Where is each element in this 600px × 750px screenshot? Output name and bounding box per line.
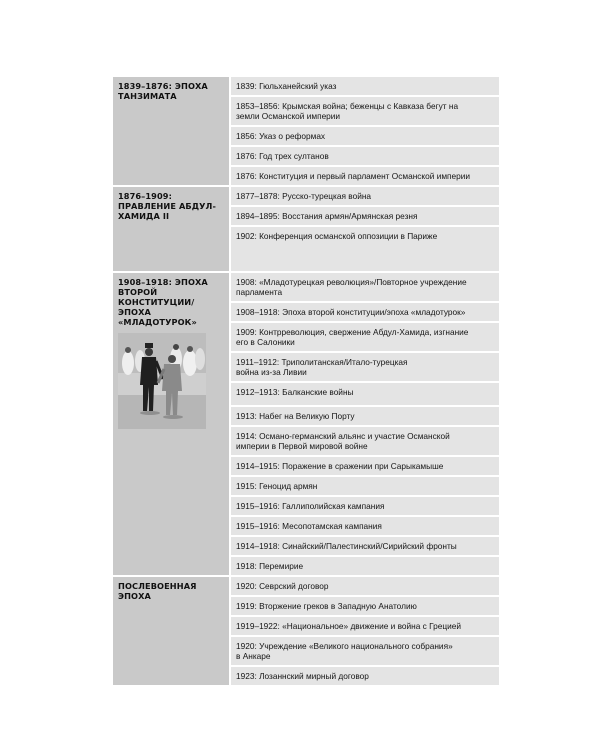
event-row: 1915: Геноцид армян: [231, 477, 499, 495]
era-events: [231, 77, 499, 185]
event-row: 1908: «Младотурецкая революция»/Повторное учреждение парламента: [231, 273, 499, 301]
era-events: [231, 187, 499, 271]
event-row: 1913: Набег на Великую Порту: [231, 407, 499, 425]
event-row: 1919–1922: «Национальное» движение и война с Грецией: [231, 617, 499, 635]
event-row: 1856: Указ о реформах: [231, 127, 499, 145]
event-row: 1853–1856: Крымская война; беженцы с Кавказа бегут на земли Османской империи: [231, 97, 499, 125]
event-row: 1914–1915: Поражение в сражении при Сарыкамыше: [231, 457, 499, 475]
event-row: 1920: Севрский договор: [231, 577, 499, 595]
event-row: 1914: Османо-германский альянс и участие Османской империи в Первой мировой войне: [231, 427, 499, 455]
era-title-cell: [113, 77, 229, 185]
event-row: 1902: Конференция османской оппозиции в Париже: [231, 227, 499, 271]
event-row: 1919: Вторжение греков в Западную Анатолию: [231, 597, 499, 615]
event-row: 1912–1913: Балканские войны: [231, 383, 499, 405]
era-events: [231, 273, 499, 575]
era-title-cell: [113, 577, 229, 685]
event-row: 1918: Перемирие: [231, 557, 499, 575]
event-row: 1911–1912: Триполитанская/Итало-турецкая война из-за Ливии: [231, 353, 499, 381]
era-postwar: [113, 577, 499, 685]
era-tanzimat: [113, 77, 499, 185]
event-row: 1909: Контрреволюция, свержение Абдул-Хамида, изгнание его в Салоники: [231, 323, 499, 351]
event-row: 1894–1895: Восстания армян/Армянская резня: [231, 207, 499, 225]
era-title-cell: [113, 273, 229, 575]
event-row: 1915–1916: Месопотамская кампания: [231, 517, 499, 535]
historical-photo: [118, 333, 206, 429]
era-abdul-hamid: [113, 187, 499, 271]
event-row: 1915–1916: Галлиполийская кампания: [231, 497, 499, 515]
event-row: 1920: Учреждение «Великого национального собрания» в Анкаре: [231, 637, 499, 665]
timeline-table: [113, 77, 499, 687]
era-title: 1908–1918: ЭПОХА ВТОРОЙ КОНСТИТУЦИИ/ ЭПОХА «МЛАДОТУРОК»: [118, 277, 208, 327]
era-title: 1876–1909: ПРАВЛЕНИЕ АБДУЛ-ХАМИДА II: [118, 191, 216, 221]
event-row: 1877–1878: Русско-турецкая война: [231, 187, 499, 205]
era-second-constitution: [113, 273, 499, 575]
era-title-cell: [113, 187, 229, 271]
event-row: 1923: Лозаннский мирный договор: [231, 667, 499, 685]
event-row: 1876: Конституция и первый парламент Османской империи: [231, 167, 499, 185]
event-row: 1908–1918: Эпоха второй конституции/эпоха «младотурок»: [231, 303, 499, 321]
event-row: 1876: Год трех султанов: [231, 147, 499, 165]
era-title: ПОСЛЕВОЕННАЯ ЭПОХА: [118, 581, 197, 601]
era-title: 1839–1876: ЭПОХА ТАНЗИМАТА: [118, 81, 208, 101]
event-row: 1914–1918: Синайский/Палестинский/Сирийский фронты: [231, 537, 499, 555]
era-events: [231, 577, 499, 685]
historical-photo-image: [118, 333, 206, 429]
event-row: 1839: Гюльханейский указ: [231, 77, 499, 95]
